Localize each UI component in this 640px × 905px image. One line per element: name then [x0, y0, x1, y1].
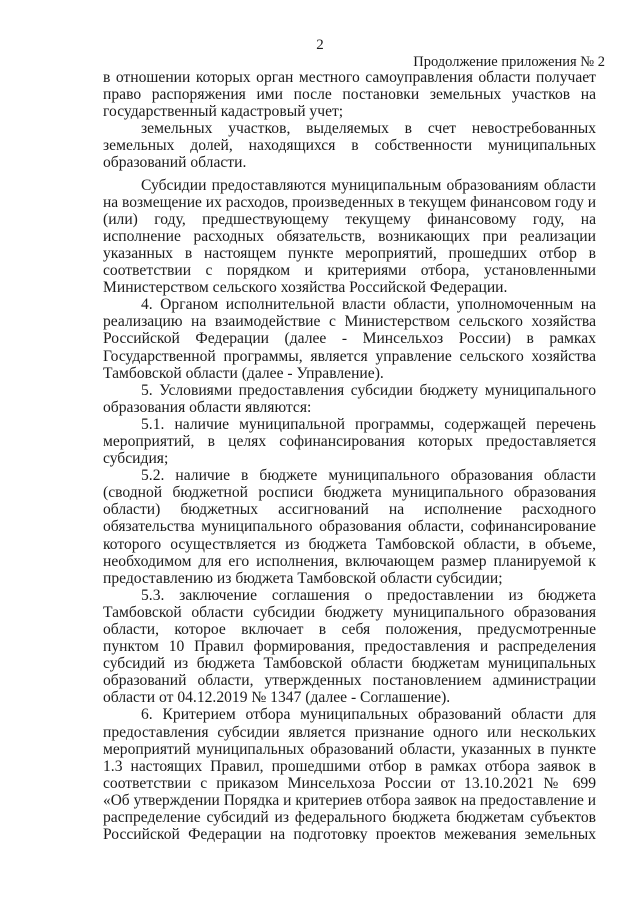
text-line: субсидий из бюджета Тамбовской области бюджетам муниципальных — [103, 655, 596, 673]
text-line: Государственной программы, является управление сельского хозяйства — [103, 347, 596, 365]
paragraph-item-5-3 — [103, 587, 596, 707]
appendix-continuation-note: Продолжение приложения № 2 — [413, 54, 605, 70]
text-line: Российской Федерации (далее - Минсельхоз России) в рамках — [103, 330, 596, 348]
text-line: земельных долей, находящихся в собственности муниципальных — [103, 137, 596, 155]
text-line: соответствии с порядком и критериями отбора, установленными — [103, 262, 596, 280]
text-line: на возмещение их расходов, произведенных в текущем финансовом году и — [103, 193, 596, 211]
paragraph — [103, 120, 596, 171]
paragraph — [103, 177, 596, 297]
text-line: (сводной бюджетной росписи бюджета муниципального образования — [103, 484, 596, 502]
paragraph-item-5 — [103, 382, 596, 416]
text-line: образования области являются: — [103, 398, 312, 416]
text-line: 4. Органом исполнительной власти области, уполномоченным на — [141, 296, 596, 314]
text-line: в отношении которых орган местного самоуправления области получает — [103, 69, 596, 86]
text-line: 5.3. заключение соглашения о предоставлении из бюджета — [141, 586, 596, 604]
text-line: Министерством сельского хозяйства Российской Федерации. — [103, 279, 508, 297]
text-line: 5.1. наличие муниципальной программы, содержащей перечень — [141, 415, 596, 433]
text-line: 5.2. наличие в бюджете муниципального образования области — [141, 467, 596, 485]
text-line: мероприятий, в целях софинансирования которых предоставляется — [103, 432, 596, 450]
text-line: субсидия; — [103, 450, 169, 468]
text-line: образований области, утвержденных постановлением администрации — [103, 672, 596, 690]
paragraph-item-5-1 — [103, 416, 596, 467]
text-line: «Об утверждении Порядка и критериев отбора заявок на предоставление и — [103, 791, 596, 809]
text-line: предоставления субсидии является признание одного или нескольких — [103, 723, 596, 741]
text-line: 5. Условиями предоставления субсидии бюджету муниципального — [141, 381, 596, 399]
paragraph-item-6 — [103, 706, 596, 843]
text-line: предоставлению из бюджета Тамбовской области субсидии; — [103, 569, 503, 587]
text-line: распределение субсидий из федерального бюджета бюджетам субъектов — [103, 809, 596, 827]
text-line: Российской Федерации на подготовку проектов межевания земельных — [103, 826, 596, 844]
text-line: Тамбовской области (далее - Управление). — [103, 364, 384, 382]
text-line: государственный кадастровый учет; — [103, 103, 344, 121]
text-line: 1.3 настоящих Правил, прошедшими отбор в рамках отбора заявок в — [103, 757, 596, 775]
document-body — [103, 69, 596, 843]
text-line: области, которое включает в себя положения, предусмотренные — [103, 621, 596, 638]
text-line: необходимом для его исполнения, включающем размер планируемой к — [103, 552, 596, 570]
text-line: области) бюджетных ассигнований на исполнение расходного — [103, 501, 596, 519]
text-line: 6. Критерием отбора муниципальных образований области для — [141, 706, 596, 724]
text-line: реализацию на взаимодействие с Министерством сельского хозяйства — [103, 313, 596, 331]
paragraph-item-4 — [103, 296, 596, 381]
text-line: Тамбовской области субсидии бюджету муниципального образования — [103, 603, 596, 621]
text-line: земельных участков, выделяемых в счет невостребованных — [141, 120, 596, 138]
text-line: Субсидии предоставляются муниципальным образованиям области — [141, 176, 596, 194]
text-line: (или) году, предшествующему текущему финансовому году, на — [103, 210, 596, 228]
text-line: обязательства муниципального образования области, софинансирование — [103, 518, 596, 536]
text-line: области от 04.12.2019 № 1347 (далее - Соглашение). — [103, 689, 451, 707]
text-line: которого осуществляется из бюджета Тамбовской области, в объеме, — [103, 535, 596, 553]
paragraph-item-5-2 — [103, 467, 596, 587]
text-line: пунктом 10 Правил формирования, предоставления и распределения — [103, 638, 596, 656]
text-line: указанных в настоящем пункте мероприятий, прошедших отбор в — [103, 244, 596, 262]
text-line: соответствии с приказом Минсельхоза России от 13.10.2021 № 699 — [103, 774, 596, 792]
paragraph — [103, 69, 596, 120]
text-line: мероприятий муниципальных образований области, указанных в пункте — [103, 740, 596, 758]
text-line: право распоряжения ими после постановки земельных участков на — [103, 86, 596, 104]
page-number: 2 — [316, 37, 324, 53]
text-line: исполнение расходных обязательств, возникающих при реализации — [103, 227, 596, 245]
text-line: образований области. — [103, 154, 247, 172]
